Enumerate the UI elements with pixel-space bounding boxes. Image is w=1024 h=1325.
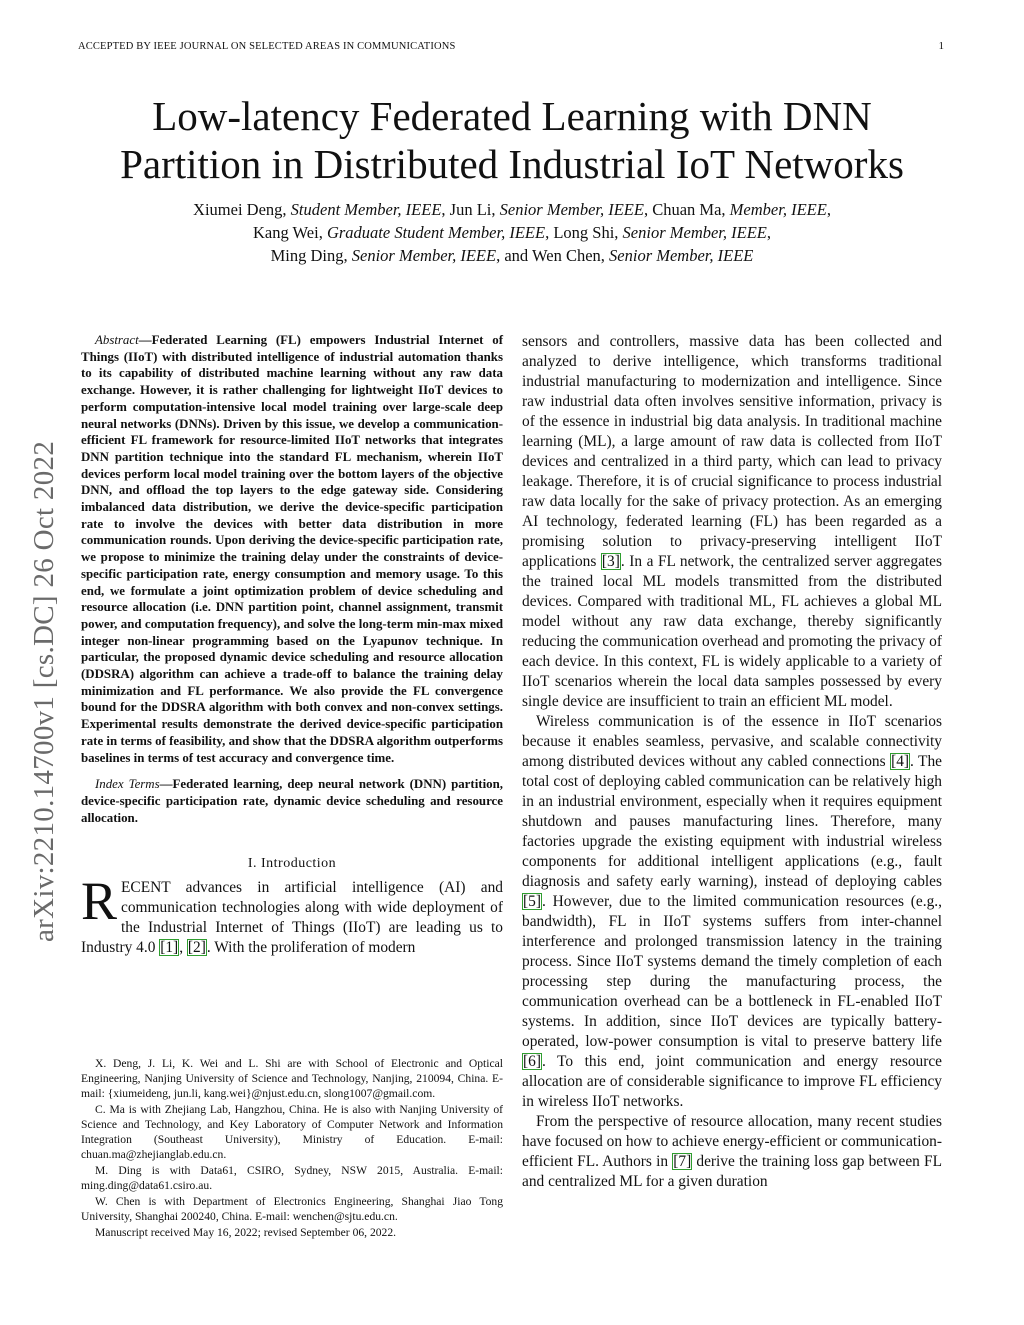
citation-link[interactable]: [5] — [523, 893, 541, 910]
author-list — [0, 198, 1024, 267]
body-paragraph — [522, 712, 942, 1112]
body-text: From the perspective of resource allocation, many recent studies have focused on how to achieve energy-efficient or communication-efficient FL. Authors in — [522, 1113, 942, 1170]
author-separator: , — [766, 223, 772, 242]
footnote: X. Deng, J. Li, K. Wei and L. Shi are with School of Electronic and Optical Engineering, Nanjing University of Science and Technology, Nanjing, 210094, China. E-mail: {xiumeideng, jun.li, kang.wei}@njust.edu.cn, slong1007@gmail.com. — [81, 1057, 503, 1100]
author-name: Kang Wei, — [252, 223, 327, 242]
paper-title — [0, 92, 1024, 188]
author-role: Senior Member, IEEE — [499, 200, 644, 219]
author-name: Ming Ding, — [270, 246, 352, 265]
abstract — [81, 332, 503, 766]
citation-link[interactable]: [4] — [891, 753, 910, 770]
body-text: sensors and controllers, massive data has been collected and analyzed to derive intelligence, which transforms traditional industrial manufacturing to modernization and intelligence. Since raw industrial data often involves sensitive information, privacy is of the essence in industrial big data analysis. In traditional machine learning (ML), a large amount of raw data is collected from IIoT devices and centralized in a third party, which can lead to privacy leakage. Therefore, it is of crucial significance to process industrial raw data locally for the sake of privacy protection. As an emerging AI technology, federated learning (FL) has been regarded as a promising solution to privacy-preserving intelligent IIoT applications — [522, 333, 942, 570]
author-name: Xiumei Deng, — [193, 200, 291, 219]
citation-link[interactable]: [3] — [601, 553, 620, 570]
section-heading-introduction: I. Introduction — [247, 856, 337, 872]
author-name: , Jun Li, — [441, 200, 500, 219]
author-line-1 — [0, 198, 1024, 221]
body-text: . However, due to the limited communication resources (e.g., bandwidth), FL in IIoT systems suffers from inter-channel interference and prolonged transmission latency in the training process. Since IIoT systems demand the timely completion of each processing step during the manufacturing process, the communication overhead can be a bottleneck in FL-enabled IIoT systems. In addition, since IIoT devices are typically battery-operated, low-power consumption is vital to preserve battery life — [522, 893, 942, 1050]
arxiv-stamp: arXiv:2210.14700v1 [cs.DC] 26 Oct 2022 — [28, 440, 60, 942]
intro-text: , — [179, 939, 187, 957]
author-line-2 — [0, 221, 1024, 244]
author-name: , Long Shi, — [545, 223, 623, 242]
intro-text: ECENT advances in artificial intelligence (AI) and communication technologies along with wide deployment of the Industrial Internet of Things (IIoT) are leading us to Industry 4.0 — [81, 879, 503, 957]
body-text: . To this end, joint communication and energy resource allocation are of considerable significance to improve FL efficiency in wireless IIoT networks. — [522, 1053, 942, 1110]
abstract-label: Abstract — [95, 333, 139, 347]
author-name: , and Wen Chen, — [496, 246, 610, 265]
citation-link[interactable]: [7] — [673, 1153, 692, 1170]
footnote: M. Ding is with Data61, CSIRO, Sydney, NSW 2015, Australia. E-mail: ming.ding@data61.csiro.au. — [81, 1164, 503, 1192]
intro-paragraph — [81, 871, 503, 958]
author-separator: , — [826, 200, 831, 219]
index-terms — [81, 776, 503, 826]
author-role: Student Member, IEEE — [290, 200, 442, 219]
author-role: Senior Member, IEEE — [351, 246, 497, 265]
footnote: W. Chen is with Department of Electronics Engineering, Shanghai Jiao Tong University, Shanghai 200240, China. E-mail: wenchen@sjtu.edu.cn. — [81, 1195, 503, 1223]
body-paragraph — [522, 1112, 942, 1192]
author-name: , Chuan Ma, — [643, 200, 730, 219]
citation-link[interactable]: [1] — [160, 939, 179, 957]
page-number: 1 — [938, 40, 944, 52]
footnotes — [81, 1056, 503, 1241]
citation-link[interactable]: [2] — [187, 939, 206, 957]
body-text: derive the training loss gap between FL and centralized ML for a given duration — [522, 1153, 943, 1190]
author-role: Member, IEEE — [729, 200, 827, 219]
body-text: Wireless communication is of the essence in IIoT scenarios because it enables seamless, pervasive, and scalable connectivity among distributed devices without any cabled connections — [522, 713, 942, 770]
body-paragraph — [522, 332, 942, 712]
title-line-1: Low-latency Federated Learning with DNN — [152, 93, 872, 139]
journal-header: ACCEPTED BY IEEE JOURNAL ON SELECTED AREAS IN COMMUNICATIONS — [78, 41, 456, 52]
abstract-text: —Federated Learning (FL) empowers Industrial Internet of Things (IIoT) with distributed intelligence of industrial automation thanks to its capability of distributed machine learning without any raw data exchange. However, it is rather challenging for lightweight IIoT devices to perform computation-intensive local model training over large-scale deep neural networks (DNNs). Driven by this issue, we develop a communication-efficient FL framework for resource-limited IIoT networks that integrates DNN partition technique into the standard FL mechanism, wherein IIoT devices perform local model training over the bottom layers of the objective DNN, and offload the top layers to the edge gateway side. Considering imbalanced data distribution, we derive the device-specific participation rate to involve the devices with better data distribution in more communication rounds. Upon deriving the device-specific participation rate, we propose to minimize the training delay under the constraints of device-specific participation rate, energy consumption and memory usage. To this end, we formulate a joint optimization problem of device scheduling and resource allocation (i.e. DNN partition point, channel assignment, transmit power, and computation frequency), and solve the long-term min-max mixed integer non-linear programming based on the Lyapunov technique. In particular, the proposed dynamic device scheduling and resource allocation (DDSRA) algorithm can achieve a trade-off to balance the training delay minimization and FL performance. We also provide the FL convergence bound for the DDSRA algorithm with both convex and non-convex settings. Experimental results demonstrate the derived device-specific participation rate in terms of feasibility, and show that the DDSRA algorithm outperforms baselines in terms of test accuracy and convergence time. — [81, 333, 503, 765]
author-role: Senior Member, IEEE — [609, 246, 754, 265]
left-column — [81, 332, 503, 958]
footnote: Manuscript received May 16, 2022; revised September 06, 2022. — [95, 1226, 397, 1239]
right-column — [522, 332, 942, 1192]
author-role: Graduate Student Member, IEEE — [326, 223, 546, 242]
body-text: . The total cost of deploying cabled communication can be relatively high in an industrial environment, especially when it requires equipment shutdown and pauses manufacturing lines. Therefore, many factories upgrade the existing equipment with industrial wireless components for additional intelligent applications (e.g., fault diagnosis and safety early warning), instead of deploying cables — [522, 753, 942, 890]
citation-link[interactable]: [6] — [523, 1053, 541, 1070]
index-terms-text: —Federated learning, deep neural network (DNN) partition, device-specific participation rate, dynamic device scheduling and resource allocation. — [81, 777, 503, 825]
index-terms-label: Index Terms — [95, 777, 160, 792]
body-text: . In a FL network, the centralized server aggregates the trained local ML models transmitted from the distributed devices. Compared with traditional ML, FL achieves a global ML model without any raw data exchange, thereby significantly reducing the communication overhead and promoting the privacy of each device. In this context, FL is widely applicable to a variety of IIoT scenarios wherein the local data samples possessed by every single device are insufficient to train an efficient ML model. — [522, 553, 942, 710]
title-line-2: Partition in Distributed Industrial IoT Networks — [120, 141, 904, 187]
author-line-3 — [0, 244, 1024, 267]
drop-cap: R — [81, 871, 118, 932]
footnote: C. Ma is with Zhejiang Lab, Hangzhou, China. He is also with Nanjing University of Science and Technology, and Key Laboratory of Computer Network and Information Integration (Southeast University), Ministry of Education. E-mail: chuan.ma@zhejianglab.edu.cn. — [81, 1103, 503, 1161]
author-role: Senior Member, IEEE — [622, 223, 767, 242]
intro-text: . With the proliferation of modern — [206, 939, 416, 957]
